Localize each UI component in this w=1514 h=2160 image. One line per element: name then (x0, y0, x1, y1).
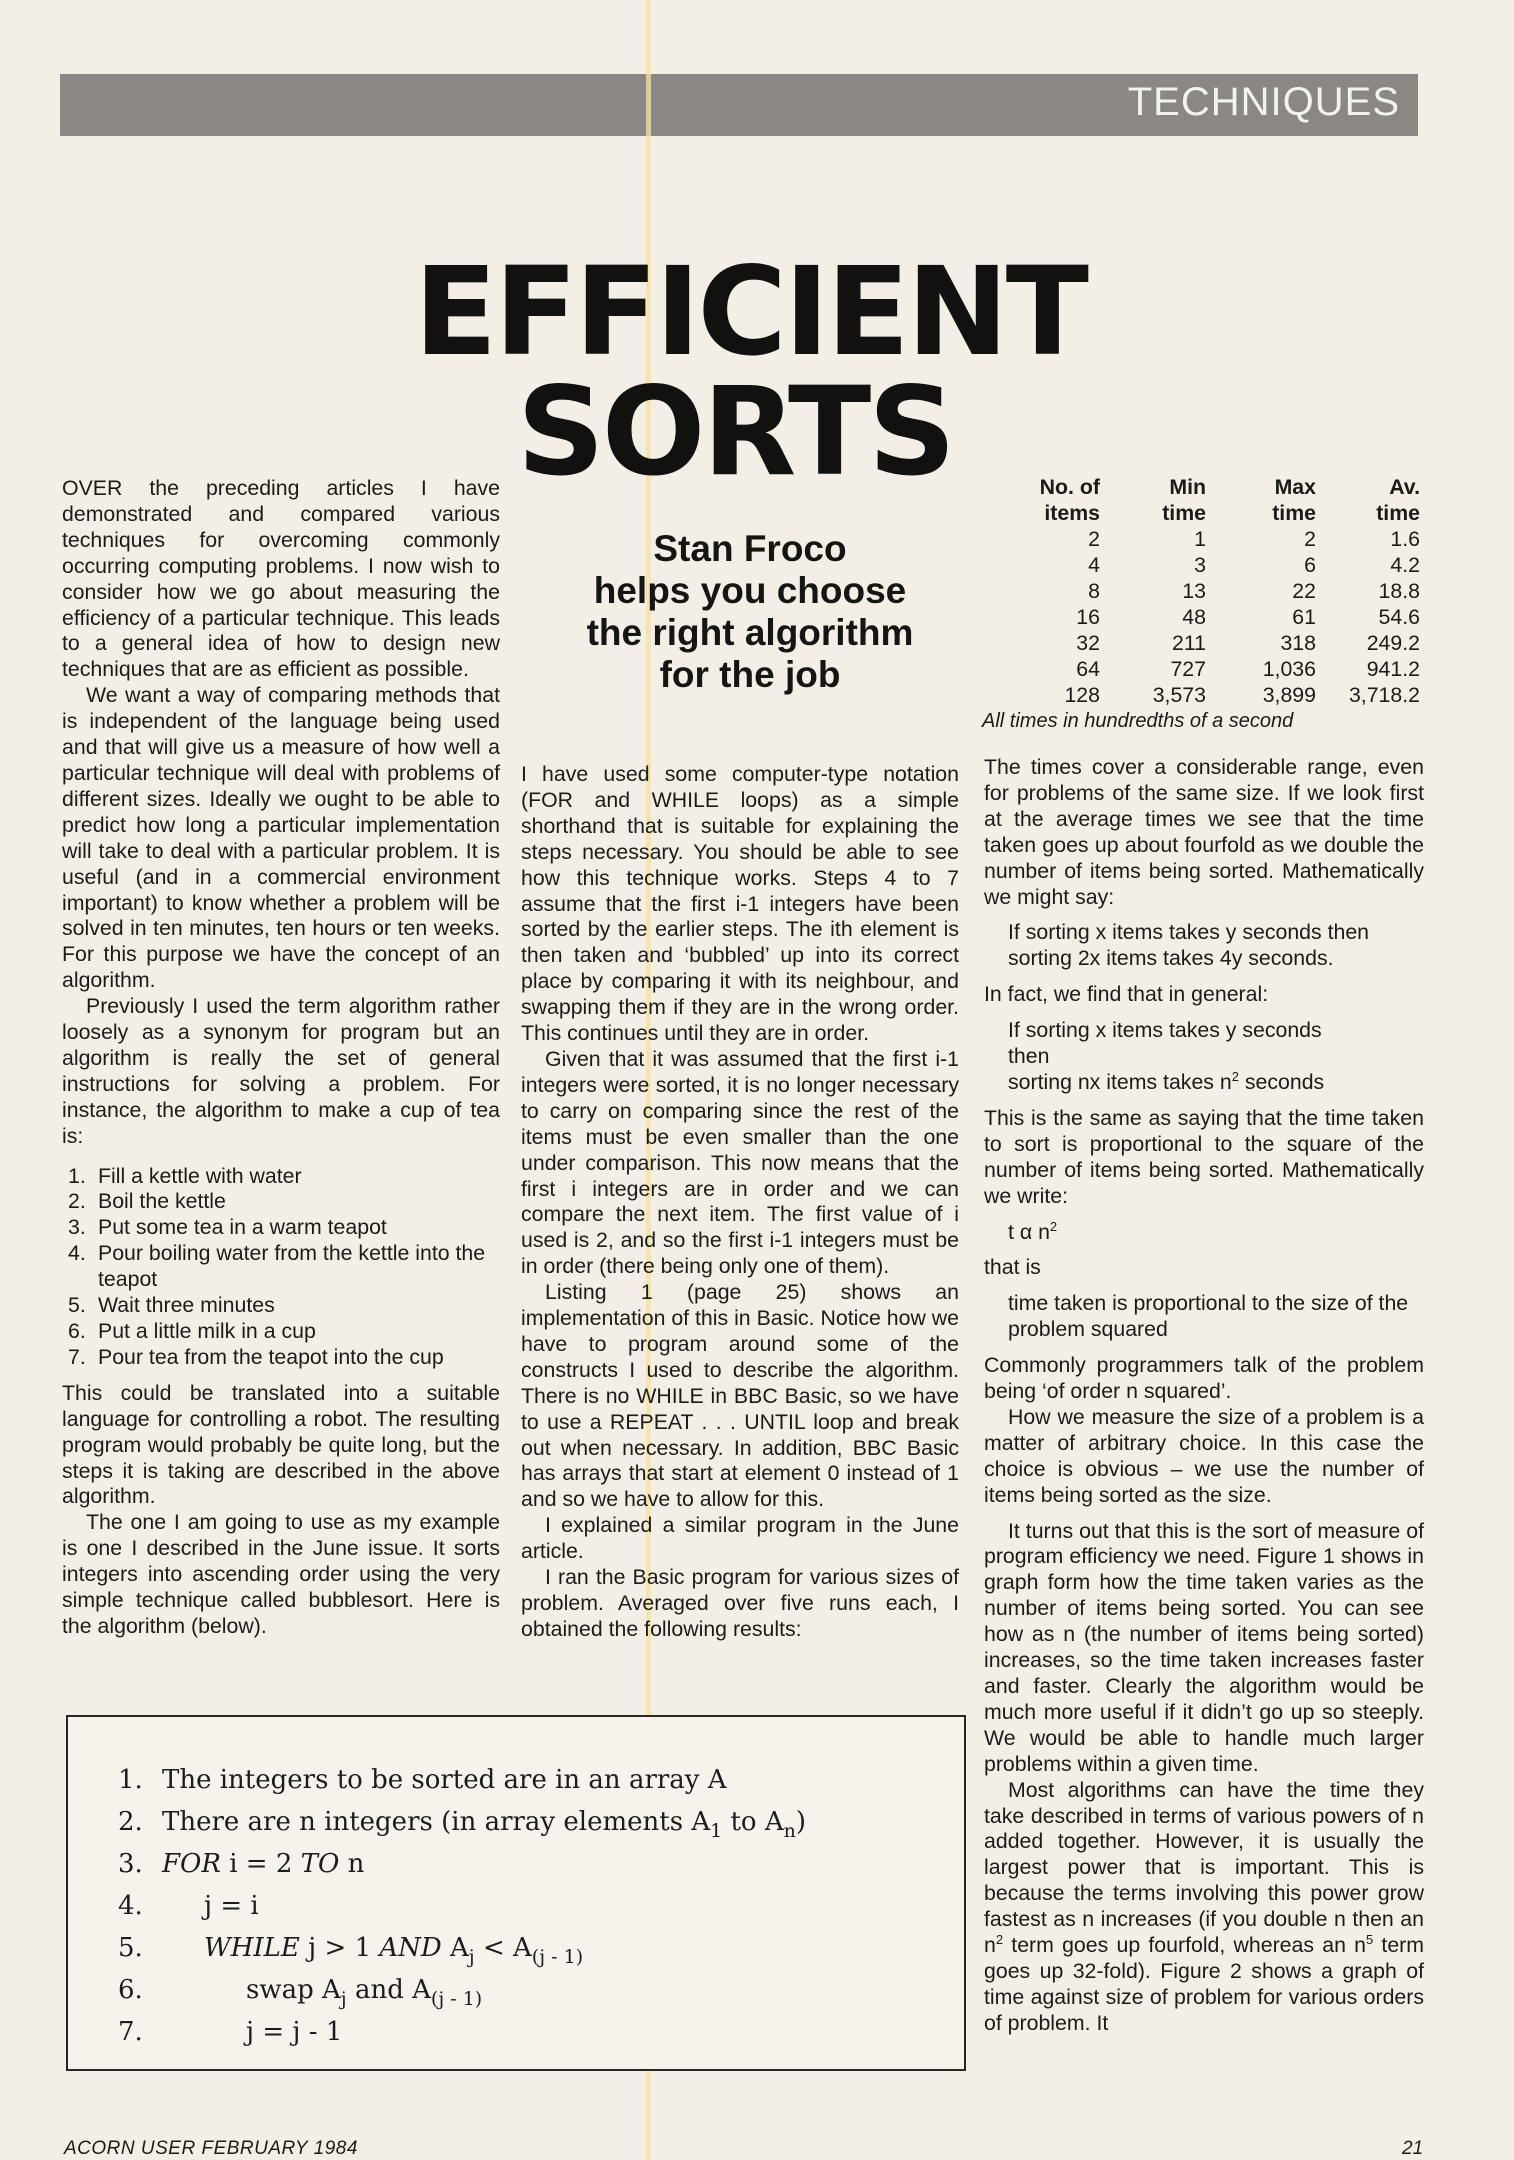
table-row: 2 1 2 1.6 (1088, 527, 1420, 551)
table-header: Av. time (1376, 475, 1420, 525)
quote: If sorting x items takes y seconds then sorting nx items takes $n^2$ seconds (1008, 1018, 1325, 1094)
code-line: 2. There are n integers (in array elements $A_1$ to $A_n$) (118, 1807, 807, 1842)
table-header: Max time (1272, 475, 1316, 525)
table-row: 4 3 6 4.2 (1088, 553, 1420, 577)
paragraph: Most algorithms can have the time they take described in terms of various powers of n added together. However, it is usually the largest power that is important. This is because the terms involving this power grow fastest as n increases (if you double n then an $n^2$ term goes up fourfold, whereas an $n^5$ term goes up 32-fold). Figure 2 shows a graph of time against size of problem for various orders of problem. It (984, 1777, 1424, 2035)
standfirst-line: helps you choose (593, 570, 907, 611)
paragraph: The times cover a considerable range, even for problems of the same size. If we look first at the average times we see that the time taken goes up about fourfold as we double the number of items being sorted. Mathematically we might say: (984, 755, 1424, 909)
code-line: 4. j = i (118, 1891, 259, 1921)
table-row: 64 727 1,036 941.2 (1076, 657, 1420, 681)
section-header-bar (60, 74, 1418, 136)
paragraph: How we measure the size of a problem is a matter of arbitrary choice. In this case the choice is obvious – we use the number of items being sorted as the size. (984, 1404, 1424, 1507)
results-table (980, 474, 1420, 733)
table-header: No. of items (1039, 475, 1100, 525)
table-row: 8 13 22 18.8 (1088, 579, 1420, 603)
standfirst-line: the right algorithm (586, 612, 914, 653)
code-line: 5. WHILE j > 1 AND $A_j < A_{(j - 1)}$ (118, 1933, 584, 1968)
paragraph: I ran the Basic program for various sizes of problem. Averaged over five runs each, I obtained the following results: (521, 1565, 959, 1641)
article-column-2 (521, 762, 959, 1643)
code-line: 7. j = j - 1 (118, 2017, 343, 2047)
algorithm-code (118, 1759, 806, 2053)
code-line: 6. swap $A_j$ and $A_{(j - 1)}$ (118, 1975, 483, 2010)
footer-publication: ACORN USER FEBRUARY 1984 (64, 2138, 358, 2159)
list-item: 3. Put some tea in a warm teapot (68, 1215, 387, 1240)
byline-author: Stan Froco (653, 528, 847, 569)
paragraph: It turns out that this is the sort of measure of program efficiency we need. Figure 1 shows in graph form how the time taken varies as the number of items being sorted. You can see how as n (the number of items being sorted) increases, so the time taken increases faster and faster. Clearly the algorithm would be much more useful if it didn’t go up so steeply. We would be able to handle much larger problems within a given time. (984, 1518, 1424, 1776)
paragraph: The one I am going to use as my example is one I described in the June issue. It sorts integers into ascending order using the very simple technique called bubblesort. Here is the algorithm (below). (62, 1510, 500, 1638)
article-column-1 (62, 476, 500, 1640)
list-item: 1. Fill a kettle with water (68, 1163, 302, 1188)
list-item: 4. Pour boiling water from the kettle into the teapot (68, 1241, 486, 1292)
paragraph: that is (984, 1255, 1041, 1280)
paragraph: Previously I used the term algorithm rather loosely as a synonym for program but an algorithm is really the set of general instructions for solving a problem. For instance, the algorithm to make a cup of tea is: (62, 994, 500, 1148)
title-line-1: EFFICIENT (414, 241, 1086, 383)
code-line: 3. FOR i = 2 TO n (118, 1849, 365, 1879)
list-item: 2. Boil the kettle (68, 1189, 226, 1214)
paragraph: This is the same as saying that the time taken to sort is proportional to the square of the number of items being sorted. Mathematically we write: (984, 1105, 1424, 1208)
article-column-3 (984, 755, 1424, 2037)
quote: time taken is proportional to the size of the problem squared (1008, 1291, 1409, 1342)
paragraph: This could be translated into a suitable language for controlling a robot. The resulting program would probably be quite long, but the steps it is taking are described in the above algorithm. (62, 1380, 500, 1509)
paragraph: Given that it was assumed that the first i-1 integers were sorted, it is no longer necessary to carry on comparing since the rest of the items must be even smaller than the one under comparison. This now means that the first i integers are in order and we can compare the next item. The first value of i used is 2, and so the first i-1 integers must be in order (there being only one of them). (521, 1046, 959, 1279)
table-row: 16 48 61 54.6 (1076, 605, 1420, 629)
paragraph: We want a way of comparing methods that is independent of the language being used and that will give us a measure of how well a particular technique will deal with problems of different sizes. Ideally we ought to be able to predict how long a particular implementation will take to deal with a particular problem. It is useful (and in a commercial environment important) to know whether a problem will be solved in ten minutes, ten hours or ten weeks. For this purpose we have the concept of an algorithm. (62, 683, 500, 993)
paragraph: I have used some computer-type notation (FOR and WHILE loops) as a simple shorthand that is suitable for explaining the steps necessary. You should be able to see how this technique works. Steps 4 to 7 assume that the first i-1 integers have been sorted by the earlier steps. The ith element is then taken and ‘bubbled’ up into its correct place by comparing it with its neighbour, and swapping them if they are in the wrong order. This continues until they are in order. (521, 762, 959, 1046)
paragraph: Commonly programmers talk of the problem being ‘of order n squared’. (984, 1353, 1424, 1404)
table-row: 32 211 318 249.2 (1076, 631, 1420, 655)
list-item: 5. Wait three minutes (68, 1293, 275, 1318)
quote: If sorting x items takes y seconds then sorting 2x items takes 4y seconds. (1008, 920, 1370, 971)
paragraph: OVER the preceding articles I have demonstrated and compared various techniques for overcoming commonly occurring computing problems. I now wish to consider how we go about measuring the efficiency of a particular technique. This leads to a general idea of how to design new techniques that are as efficient as possible. (62, 476, 500, 682)
table-header: Min time (1162, 475, 1206, 525)
page-number: 21 (1402, 2138, 1424, 2159)
standfirst-line: for the job (659, 654, 841, 695)
title-line-2: SORTS (516, 361, 954, 503)
tea-algorithm-list (62, 1164, 500, 1371)
byline-standfirst (540, 528, 960, 696)
code-line: 1. The integers to be sorted are in an array A (118, 1765, 727, 1795)
section-label: TECHNIQUES (1127, 80, 1400, 124)
list-item: 7. Pour tea from the teapot into the cup (68, 1344, 444, 1369)
bubblesort-algorithm-box (66, 1715, 966, 2071)
table-row: 128 3,573 3,899 3,718.2 (1064, 683, 1420, 707)
table-note: All times in hundredths of a second (982, 710, 1294, 732)
paragraph: In fact, we find that in general: (984, 982, 1269, 1007)
paragraph: I explained a similar program in the June article. (521, 1513, 959, 1564)
paragraph: Listing 1 (page 25) shows an implementation of this in Basic. Notice how we have to program around some of the constructs I used to describe the algorithm. There is no WHILE in BBC Basic, so we have to use a REPEAT . . . UNTIL loop and break out when necessary. In addition, BBC Basic has arrays that start at element 0 instead of 1 and so we have to allow for this. (521, 1280, 959, 1512)
list-item: 6. Put a little milk in a cup (68, 1319, 316, 1343)
formula: t α $n^2$ (1008, 1218, 1058, 1244)
